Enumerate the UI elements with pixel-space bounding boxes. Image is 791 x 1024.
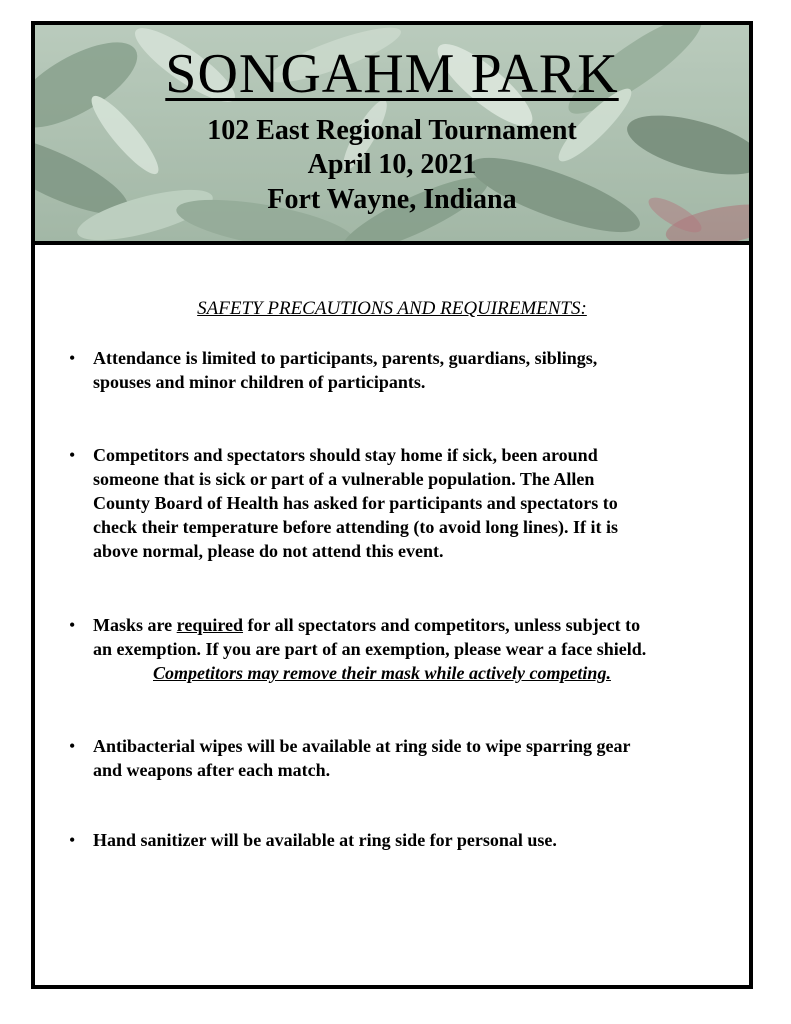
list-item-text: Hand sanitizer will be available at ring side for personal use.: [93, 830, 557, 850]
list-item-text: Attendance is limited to participants, parents, guardians, siblings,: [93, 348, 598, 368]
list-item-text-part: for all spectators and competitors, unless subject to: [243, 615, 641, 635]
list-item: [69, 734, 733, 782]
mask-note: Competitors may remove their mask while actively competing.: [153, 663, 611, 683]
event-date: April 10, 2021: [307, 149, 477, 180]
bullet-icon: •: [69, 615, 76, 635]
bullet-icon: •: [69, 348, 76, 368]
list-item-text-part: Masks are: [93, 615, 177, 635]
list-item-text: check their temperature before attending (to avoid long lines). If it is: [93, 517, 618, 537]
event-location: Fort Wayne, Indiana: [267, 184, 517, 215]
list-item-text: Competitors and spectators should stay home if sick, been around: [93, 445, 598, 465]
list-item-text: County Board of Health has asked for participants and spectators to: [93, 493, 618, 513]
list-item-text: and weapons after each match.: [93, 760, 331, 780]
event-title: 102 East Regional Tournament: [207, 115, 577, 146]
list-item-text: Antibacterial wipes will be available at ring side to wipe sparring gear: [93, 736, 631, 756]
bullet-icon: •: [69, 830, 76, 850]
section-heading: SAFETY PRECAUTIONS AND REQUIREMENTS:: [197, 298, 587, 319]
list-item: [69, 443, 733, 563]
list-item-text: an exemption. If you are part of an exemption, please wear a face shield.: [93, 639, 647, 659]
list-item-text: above normal, please do not attend this event.: [93, 541, 444, 561]
park-name: SONGAHM PARK: [165, 43, 619, 105]
list-item: [69, 613, 733, 685]
page-border: [31, 21, 753, 989]
list-item: [69, 346, 733, 394]
emphasis-required: required: [176, 615, 244, 635]
bullet-icon: •: [69, 736, 76, 756]
list-item-text: spouses and minor children of participants.: [93, 372, 426, 392]
bullet-icon: •: [69, 445, 76, 465]
list-item-text: [93, 613, 733, 637]
header-banner: [35, 25, 749, 245]
list-item: [69, 828, 733, 852]
list-item-text: someone that is sick or part of a vulnerable population. The Allen: [93, 469, 595, 489]
